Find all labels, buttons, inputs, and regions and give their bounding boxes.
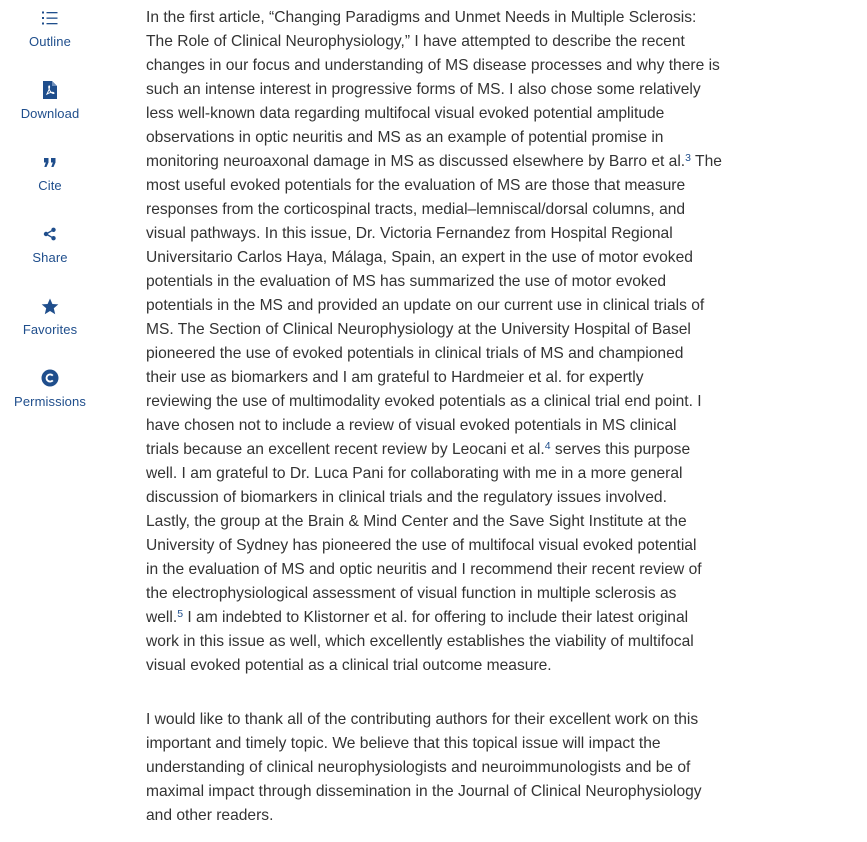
text-line: [146, 630, 746, 654]
text-segment: Universitario Carlos Haya, Málaga, Spain, an expert in the use of motor evoked: [146, 249, 693, 266]
text-line: [146, 804, 746, 828]
outline-label: Outline: [29, 34, 71, 49]
text-line: [146, 6, 746, 30]
text-line: [146, 390, 746, 414]
text-segment: visual pathways. In this issue, Dr. Victoria Fernandez from Hospital Regional: [146, 225, 673, 242]
text-line: [146, 756, 746, 780]
text-segment: The: [691, 153, 722, 170]
text-line: [146, 318, 746, 342]
text-segment: potentials in the MS and provided an update on our current use in clinical trials of: [146, 297, 705, 314]
text-segment: observations in optic neuritis and MS as an example of potential promise in: [146, 129, 664, 146]
text-line: [146, 438, 746, 462]
download-label: Download: [20, 106, 80, 121]
text-line: [146, 270, 746, 294]
text-line: [146, 606, 746, 630]
pdf-download-icon: [43, 80, 57, 100]
reference-link[interactable]: 3: [685, 152, 691, 164]
text-line: [146, 780, 746, 804]
outline-button[interactable]: [0, 8, 100, 49]
share-icon: [43, 224, 57, 244]
text-line: [146, 534, 746, 558]
text-segment: important and timely topic. We believe that this topical issue will impact the: [146, 735, 661, 752]
quote-icon: [43, 152, 57, 172]
article-body: [146, 6, 746, 828]
text-segment: well.: [146, 609, 178, 626]
text-line: [146, 462, 746, 486]
outline-list-icon: [41, 8, 59, 28]
text-line: [146, 708, 746, 732]
text-segment: pioneered the use of evoked potentials in clinical trials of MS and championed: [146, 345, 684, 362]
cite-button[interactable]: [0, 152, 100, 193]
copyright-icon: [41, 368, 59, 388]
text-segment: their use as biomarkers and I am grateful to Hardmeier et al. for expertly: [146, 369, 644, 386]
permissions-button[interactable]: [0, 368, 100, 409]
text-segment: the electrophysiological assessment of visual function in multiple sclerosis as: [146, 585, 677, 602]
download-button[interactable]: [0, 80, 100, 121]
text-line: [146, 198, 746, 222]
favorites-button[interactable]: [0, 296, 100, 337]
reference-link[interactable]: 4: [544, 440, 551, 452]
text-line: [146, 30, 746, 54]
share-button[interactable]: [0, 224, 100, 265]
text-line: [146, 246, 746, 270]
text-line: [146, 486, 746, 510]
text-segment: potentials in the evaluation of MS has summarized the use of motor evoked: [146, 273, 667, 290]
text-segment: University of Sydney has pioneered the use of multifocal visual evoked potential: [146, 537, 697, 554]
body-paragraph: [146, 708, 746, 828]
text-segment: have chosen not to include a review of visual evoked potentials in MS clinical: [146, 417, 677, 434]
text-line: [146, 558, 746, 582]
text-segment: in the evaluation of MS and optic neuritis and I recommend their recent review of: [146, 561, 702, 578]
text-line: [146, 150, 746, 174]
text-line: [146, 654, 746, 678]
text-line: [146, 582, 746, 606]
text-line: [146, 510, 746, 534]
text-segment: serves this purpose: [550, 441, 691, 458]
text-segment: Lastly, the group at the Brain & Mind Center and the Save Sight Institute at the: [146, 513, 687, 530]
text-line: [146, 222, 746, 246]
text-segment: reviewing the use of multimodality evoked potentials as a clinical trial end point. I: [146, 393, 702, 410]
text-line: [146, 174, 746, 198]
text-line: [146, 126, 746, 150]
text-segment: less well-known data regarding multifocal visual evoked potential amplitude: [146, 105, 665, 122]
text-segment: maximal impact through dissemination in the Journal of Clinical Neurophysiology: [146, 783, 702, 800]
star-icon: [41, 296, 59, 316]
text-segment: I am indebted to Klistorner et al. for offering to include their latest original: [183, 609, 689, 626]
text-line: [146, 732, 746, 756]
text-segment: changes in our focus and understanding of MS disease processes and why there is: [146, 57, 720, 74]
text-line: [146, 102, 746, 126]
text-segment: visual evoked potential as a clinical trial outcome measure.: [146, 657, 552, 674]
text-segment: and other readers.: [146, 807, 274, 824]
text-segment: monitoring neuroaxonal damage in MS as discussed elsewhere by Barro et al.: [146, 153, 686, 170]
permissions-label: Permissions: [14, 394, 86, 409]
cite-label: Cite: [38, 178, 62, 193]
text-segment: trials because an excellent recent review by Leocani et al.: [146, 441, 545, 458]
text-line: [146, 78, 746, 102]
text-segment: well. I am grateful to Dr. Luca Pani for collaborating with me in a more general: [146, 465, 683, 482]
reference-link[interactable]: 5: [177, 608, 184, 620]
text-segment: I would like to thank all of the contributing authors for their excellent work on this: [146, 711, 699, 728]
text-segment: responses from the corticospinal tracts, medial–lemniscal/dorsal columns, and: [146, 201, 686, 218]
text-line: [146, 414, 746, 438]
text-line: [146, 294, 746, 318]
text-line: [146, 342, 746, 366]
text-segment: understanding of clinical neurophysiologists and neuroimmunologists and be of: [146, 759, 691, 776]
text-segment: such an intense interest in progressive forms of MS. I also chose some relatively: [146, 81, 701, 98]
text-segment: discussion of biomarkers in clinical trials and the regulatory issues involved.: [146, 489, 667, 506]
text-line: [146, 366, 746, 390]
text-segment: most useful evoked potentials for the evaluation of MS are those that measure: [146, 177, 686, 194]
text-segment: In the first article, “Changing Paradigms and Unmet Needs in Multiple Sclerosis:: [146, 9, 697, 26]
text-line: [146, 54, 746, 78]
text-segment: work in this issue as well, which excellently establishes the viability of multifocal: [146, 633, 694, 650]
favorites-label: Favorites: [22, 322, 78, 337]
text-segment: MS. The Section of Clinical Neurophysiology at the University Hospital of Basel: [146, 321, 691, 338]
body-paragraph: [146, 6, 746, 678]
text-segment: The Role of Clinical Neurophysiology,” I have attempted to describe the recent: [146, 33, 685, 50]
share-label: Share: [32, 250, 68, 265]
